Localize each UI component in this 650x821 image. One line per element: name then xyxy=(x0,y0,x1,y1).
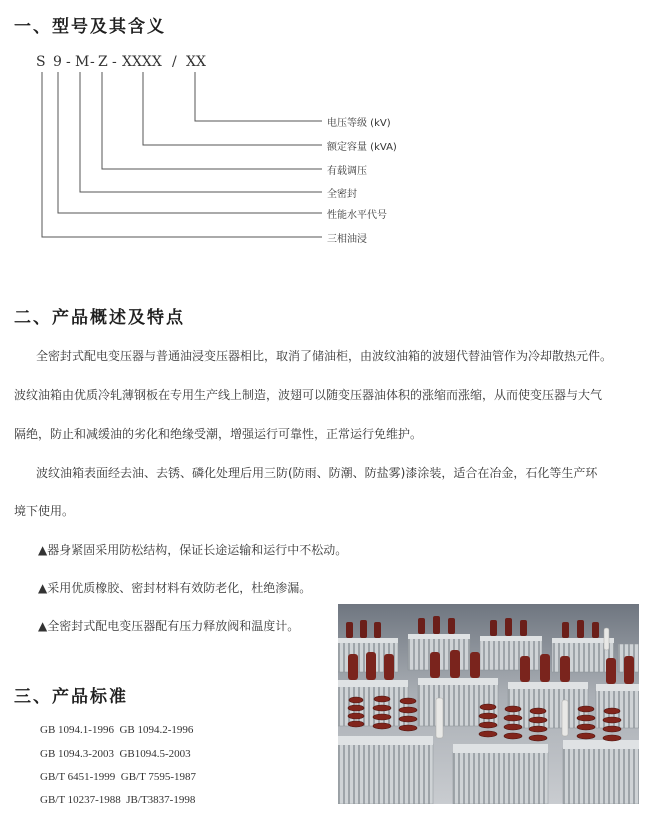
standards-row xyxy=(40,748,191,760)
code-dash: - xyxy=(112,54,117,70)
code-part-s: S xyxy=(36,54,46,70)
standard-code: GB 1094.2-1996 xyxy=(119,724,194,736)
model-diagram-lines xyxy=(0,0,650,260)
line-three-phase xyxy=(42,72,322,237)
code-part-xx: XX xyxy=(186,54,206,70)
code-part-xxxx: XXXX xyxy=(122,54,162,70)
paragraph-line: 隔绝，防止和减缓油的劣化和绝缘受潮，增强运行可靠性，正常运行免维护。 xyxy=(14,427,423,441)
paragraph-line: 波纹油箱表面经去油、去锈、磷化处理后用三防(防雨、防潮、防盐雾)漆涂装，适合在冶金，石化等生产环 xyxy=(36,466,598,480)
label-onload-tap: 有载调压 xyxy=(327,166,367,177)
standard-code: GB 1094.3-2003 xyxy=(40,748,114,760)
standard-code: GB/T 10237-1988 xyxy=(40,794,121,806)
line-voltage xyxy=(195,72,322,121)
transformers-illustration xyxy=(338,604,639,804)
paragraph-line: 全密封式配电变压器与普通油浸变压器相比，取消了储油柜，由波纹油箱的波翅代替油管作为冷却散热元件。 xyxy=(36,349,613,363)
code-dash: - xyxy=(66,54,71,70)
label-performance: 性能水平代号 xyxy=(327,210,387,221)
standard-code: GB/T 6451-1999 xyxy=(40,771,116,783)
paragraph-line: 波纹油箱由优质冷轧薄钢板在专用生产线上制造，波翅可以随变压器油体积的涨缩而涨缩，从而使变压器与大气 xyxy=(14,388,603,402)
code-dash: - xyxy=(90,54,95,70)
feature-bullet: ▲采用优质橡胶、密封材料有效防老化，杜绝渗漏。 xyxy=(38,581,312,595)
line-capacity xyxy=(143,72,322,145)
standard-code: GB1094.5-2003 xyxy=(119,748,191,760)
label-voltage: 电压等级 (kV) xyxy=(327,118,391,129)
standard-code: JB/T3837-1998 xyxy=(126,794,196,806)
standards-row xyxy=(40,794,195,806)
feature-bullet: ▲器身紧固采用防松结构，保证长途运输和运行中不松动。 xyxy=(38,543,348,557)
code-part-m: M xyxy=(75,54,90,70)
paragraph-line: 境下使用。 xyxy=(14,504,75,518)
code-part-9: 9 xyxy=(53,54,62,70)
label-sealed: 全密封 xyxy=(327,189,357,200)
section-title-standards: 三、产品标准 xyxy=(14,687,128,707)
standard-code: GB 1094.1-1996 xyxy=(40,724,114,736)
label-three-phase: 三相油浸 xyxy=(327,234,367,245)
line-sealed xyxy=(80,72,322,192)
code-part-z: Z xyxy=(98,54,108,70)
standard-code: GB/T 7595-1987 xyxy=(120,771,197,783)
feature-bullet: ▲全密封式配电变压器配有压力释放阀和温度计。 xyxy=(38,619,300,633)
label-capacity: 额定容量 (kVA) xyxy=(327,142,397,153)
code-slash: / xyxy=(172,54,177,70)
standards-row xyxy=(40,771,196,783)
section-title-overview: 二、产品概述及特点 xyxy=(14,308,185,328)
standards-row xyxy=(40,724,193,736)
transformers-photo xyxy=(338,604,639,804)
section-title-model: 一、型号及其含义 xyxy=(14,17,166,37)
